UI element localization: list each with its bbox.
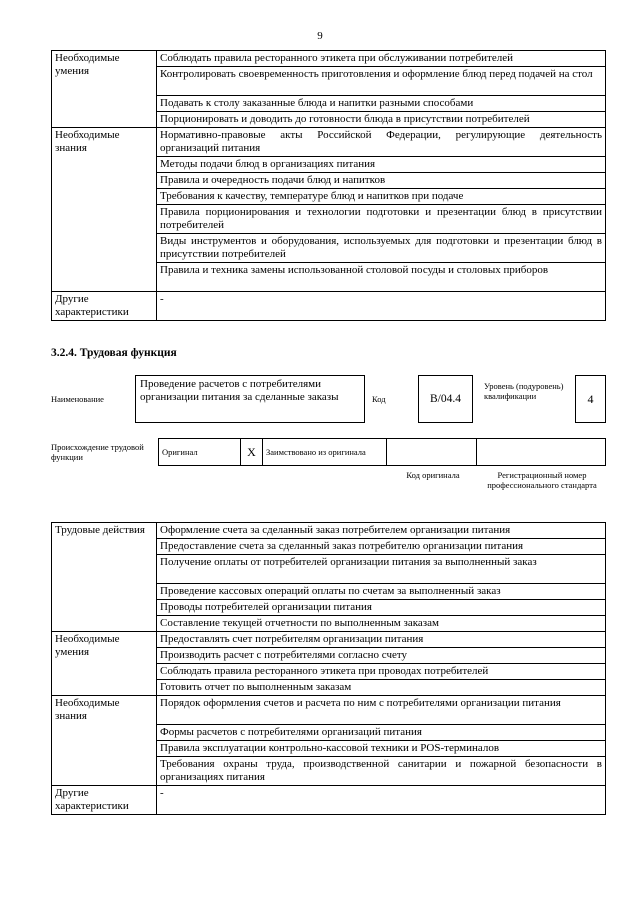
- row-label: Трудовые действия: [52, 523, 157, 632]
- table-cell: Требования к качеству, температуре блюд и напитков при подаче: [157, 189, 606, 205]
- reg-number-cell: [477, 439, 606, 466]
- bottom-requirements-table: [51, 522, 606, 815]
- table-cell: Соблюдать правила ресторанного этикета при проводах потребителей: [157, 664, 606, 680]
- table-cell: Предоставление счета за сделанный заказ потребителю организации питания: [157, 539, 606, 555]
- section-heading: 3.2.4. Трудовая функция: [51, 347, 177, 359]
- table-cell: Требования охраны труда, производственной санитарии и пожарной безопасности в организациях питания: [157, 757, 606, 786]
- table-cell: -: [157, 292, 606, 321]
- row-label: Другие характеристики: [52, 292, 157, 321]
- table-row: [52, 292, 606, 321]
- table-cell: Методы подачи блюд в организациях питания: [157, 157, 606, 173]
- table-cell: Нормативно-правовые акты Российской Федерации, регулирующие деятельность организаций питания: [157, 128, 606, 157]
- table-row: [52, 128, 606, 157]
- table-cell: Правила эксплуатации контрольно-кассовой техники и POS-терминалов: [157, 741, 606, 757]
- original-label: Оригинал: [159, 439, 241, 466]
- table-cell: Получение оплаты от потребителей организации питания за выполненный заказ: [157, 555, 606, 584]
- row-label: Необходимые умения: [52, 51, 157, 128]
- original-code-cell: [387, 439, 477, 466]
- table-row: [159, 439, 606, 466]
- table-cell: Формы расчетов с потребителями организаций питания: [157, 725, 606, 741]
- code-label: Код: [372, 394, 386, 404]
- row-label: Необходимые умения: [52, 632, 157, 696]
- code-box: [418, 375, 473, 423]
- table-cell: -: [157, 786, 606, 815]
- table-cell: Подавать к столу заказанные блюда и напитки разными способами: [157, 96, 606, 112]
- table-row: [52, 632, 606, 648]
- code-value: B/04.4: [430, 392, 461, 405]
- level-box: [575, 375, 606, 423]
- original-mark: X: [241, 439, 263, 466]
- table-cell: Готовить отчет по выполненным заказам: [157, 680, 606, 696]
- origin-label: Происхождение трудовой функции: [51, 442, 144, 462]
- function-name-value: Проведение расчетов с потребителями организации питания за сделанные заказы: [140, 378, 339, 403]
- table-cell: Соблюдать правила ресторанного этикета при обслуживании потребителей: [157, 51, 606, 67]
- table-cell: Составление текущей отчетности по выполненным заказам: [157, 616, 606, 632]
- table-cell: Правила и очередность подачи блюд и напитков: [157, 173, 606, 189]
- table-cell: Предоставлять счет потребителям организации питания: [157, 632, 606, 648]
- row-label: Другие характеристики: [52, 786, 157, 815]
- function-name-box: [135, 375, 365, 423]
- table-cell: Контролировать своевременность приготовления и оформление блюд перед подачей на стол: [157, 67, 606, 96]
- table-cell: Виды инструментов и оборудования, используемых для подготовки и презентации блюд в присутствии потребителей: [157, 234, 606, 263]
- table-row: [52, 523, 606, 539]
- table-cell: Порядок оформления счетов и расчета по ним с потребителями организации питания: [157, 696, 606, 725]
- table-cell: Проведение кассовых операций оплаты по счетам за выполненный заказ: [157, 584, 606, 600]
- name-label: Наименование: [51, 394, 104, 404]
- origin-table: [158, 438, 606, 466]
- table-row: [52, 696, 606, 725]
- top-requirements-table: [51, 50, 606, 321]
- table-cell: Проводы потребителей организации питания: [157, 600, 606, 616]
- table-cell: Порционировать и доводить до готовности блюда в присутствии потребителей: [157, 112, 606, 128]
- row-label: Необходимые знания: [52, 128, 157, 292]
- row-label: Необходимые знания: [52, 696, 157, 786]
- borrowed-label: Заимствовано из оригинала: [263, 439, 387, 466]
- reg-number-label: Регистрационный номер профессионального стандарта: [487, 470, 597, 490]
- table-row: [52, 51, 606, 67]
- level-label: Уровень (подуровень) квалификации: [484, 381, 564, 401]
- table-cell: Оформление счета за сделанный заказ потребителем организации питания: [157, 523, 606, 539]
- table-cell: Производить расчет с потребителями согласно счету: [157, 648, 606, 664]
- table-row: [52, 786, 606, 815]
- table-cell: Правила и техника замены использованной столовой посуды и столовых приборов: [157, 263, 606, 292]
- original-code-label: Код оригинала: [406, 470, 460, 480]
- table-cell: Правила порционирования и технологии подготовки и презентации блюд в присутствии потребителей: [157, 205, 606, 234]
- level-value: 4: [587, 391, 594, 406]
- page-number: 9: [317, 30, 323, 42]
